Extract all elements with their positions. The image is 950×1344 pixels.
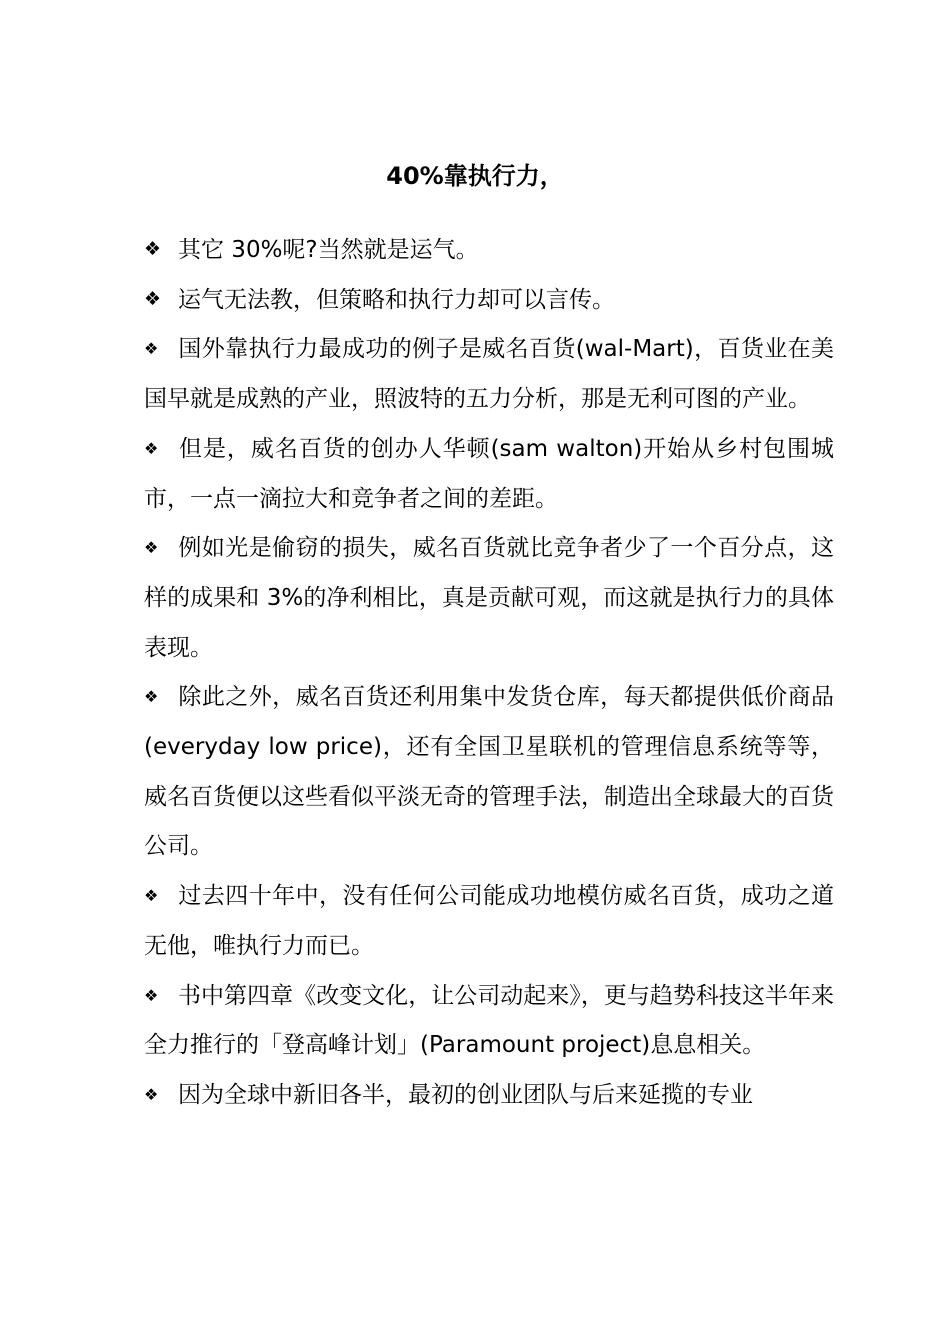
diamond-bullet-icon: ❖ xyxy=(144,339,159,359)
paragraph-text: 书中第四章《改变文化，让公司动起来》，更与趋势科技这半年来全力推行的「登高峰计划」(Paramount project)息息相关。 xyxy=(144,982,834,1059)
paragraph xyxy=(144,226,834,276)
paragraph-text: 国外靠执行力最成功的例子是威名百货(wal-Mart)，百货业在美国早就是成熟的产业，照波特的五力分析，那是无利可图的产业。 xyxy=(144,336,834,413)
paragraph-text: 例如光是偷窃的损失，威名百货就比竞争者少了一个百分点，这样的成果和 3%的净利相比，真是贡献可观，而这就是执行力的具体表现。 xyxy=(144,535,834,661)
paragraph xyxy=(144,872,834,971)
diamond-bullet-icon: ❖ xyxy=(144,287,162,310)
paragraph xyxy=(144,673,834,872)
diamond-bullet-icon: ❖ xyxy=(144,985,159,1005)
paragraph xyxy=(144,325,834,424)
diamond-bullet-icon: ❖ xyxy=(144,687,159,707)
diamond-bullet-icon: ❖ xyxy=(144,1084,159,1104)
diamond-bullet-icon: ❖ xyxy=(144,886,159,906)
paragraph-text: 过去四十年中，没有任何公司能成功地模仿威名百货，成功之道无他，唯执行力而已。 xyxy=(144,883,834,959)
paragraph xyxy=(144,1071,834,1121)
diamond-bullet-icon: ❖ xyxy=(144,438,159,458)
paragraph xyxy=(144,276,834,326)
paragraph xyxy=(144,972,834,1071)
document-title: 40%靠执行力， xyxy=(386,162,564,190)
document-body xyxy=(144,226,834,1121)
paragraph xyxy=(144,425,834,524)
paragraph-text: 因为全球中新旧各半，最初的创业团队与后来延揽的专业 xyxy=(178,1081,753,1108)
paragraph-text: 但是，威名百货的创办人华顿(sam walton)开始从乡村包围城市，一点一滴拉大和竞争者之间的差距。 xyxy=(144,435,834,512)
diamond-bullet-icon: ❖ xyxy=(144,238,162,260)
paragraph-text: 其它 30%呢?当然就是运气。 xyxy=(178,237,479,263)
diamond-bullet-icon: ❖ xyxy=(144,538,159,558)
paragraph-text: 除此之外，威名百货还利用集中发货仓库，每天都提供低价商品(everyday low price)，还有全国卫星联机的管理信息系统等等，威名百货便以这些看似平淡无奇的管理手法，制造出全球最大的百货公司。 xyxy=(144,684,834,860)
paragraph xyxy=(144,524,834,673)
paragraph-text: 运气无法教，但策略和执行力却可以言传。 xyxy=(178,286,615,313)
